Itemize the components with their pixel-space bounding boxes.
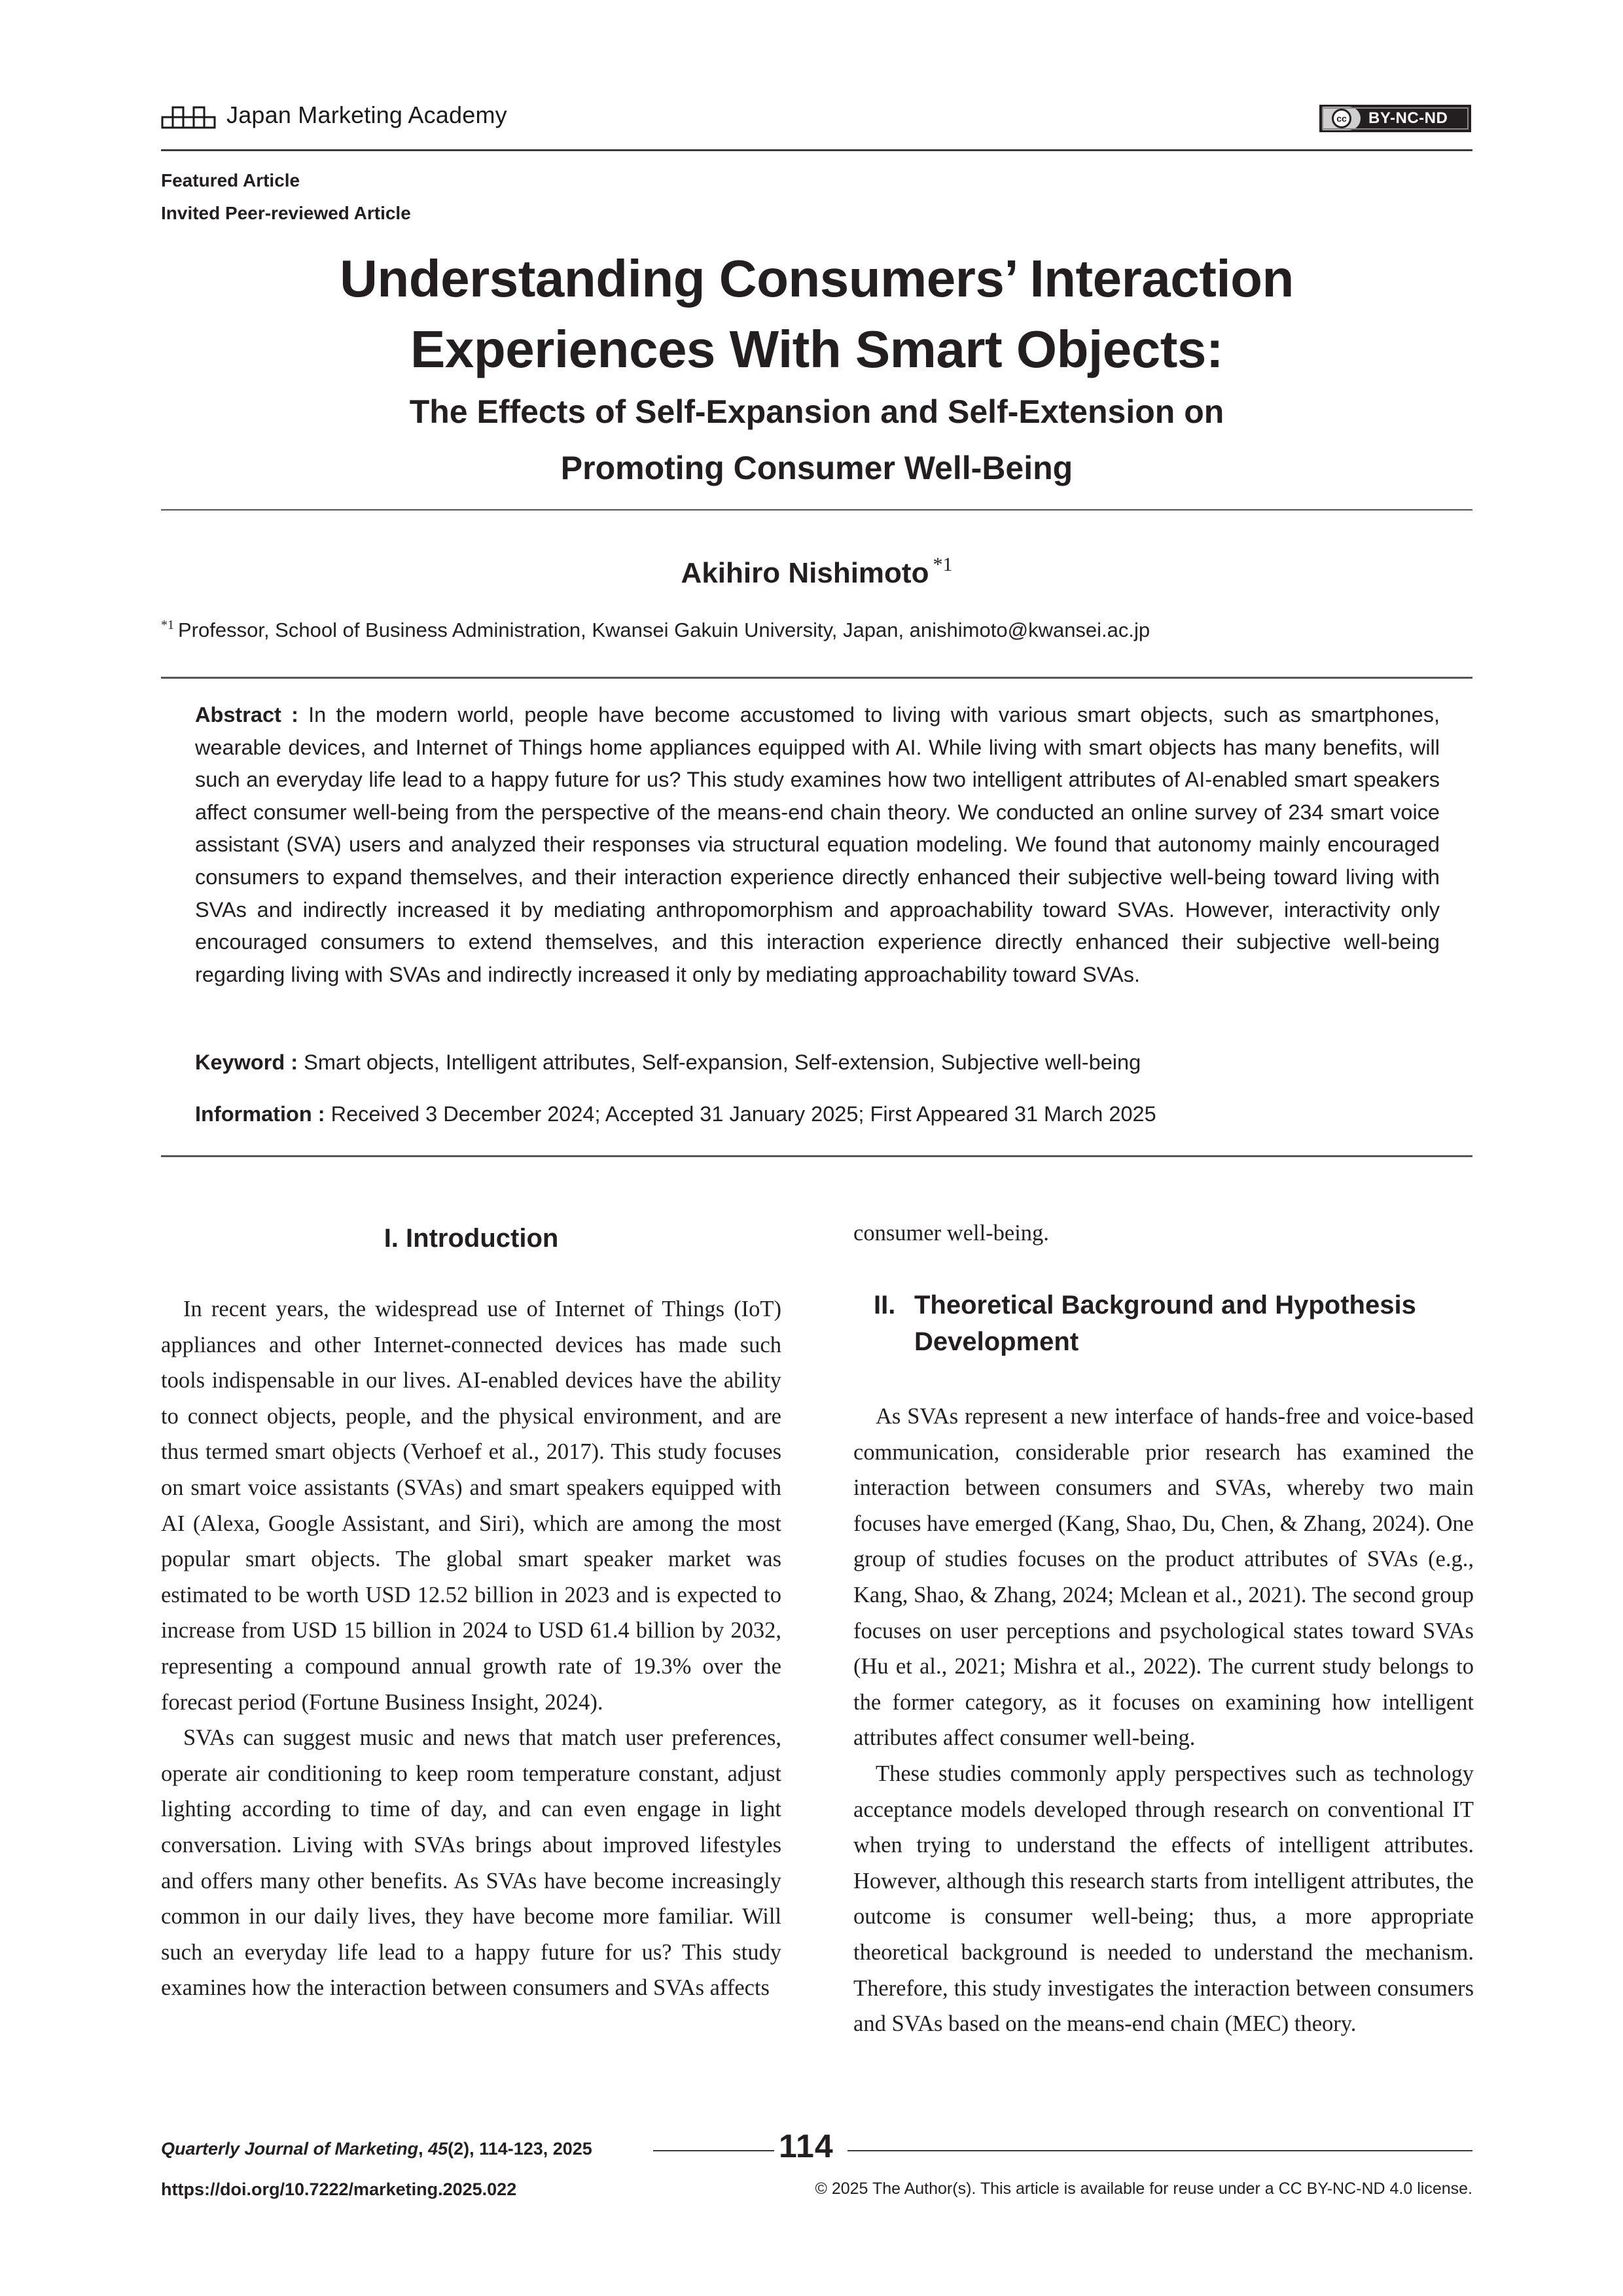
abstract-text: In the modern world, people have become accustomed to living with various smart objects, such as smartphones, wearable devices, and Internet of Things home appliances equipped with AI. While living with smart objects has many benefits, will such an everyday life lead to a happy future for us? This study examines how two intelligent attributes of AI-enabled smart speakers affect consumer well-being from the perspective of the means-end chain theory. We conducted an online survey of 234 smart voice assistant (SVA) users and analyzed their responses via structural equation modeling. We found that autonomy mainly encouraged consumers to expand themselves, and their interaction experience directly enhanced their subjective well-being toward living with SVAs and indirectly increased it by mediating anthropomorphism and approachability toward SVAs. However, interactivity only encouraged consumers to extend themselves, and this interaction experience directly enhanced their subjective well-being regarding living with SVAs and indirectly increased it only by mediating approachability toward SVAs. [195,703,1440,986]
creative-commons-icon: cc [1323,107,1361,130]
keyword-label: Keyword : [195,1050,298,1074]
section-heading-line1: Theoretical Background and Hypothesis [914,1291,1416,1319]
article-title-line1: Understanding Consumers’ Interaction [340,249,1294,308]
author-line [161,554,1472,590]
page-number: 114 [779,2128,834,2164]
article-subtitle-line2: Promoting Consumer Well-Being [560,450,1073,486]
footer-rule-left [653,2150,774,2151]
keyword-line [195,1050,1141,1075]
author-divider [161,677,1472,679]
author-affiliation [161,618,1150,642]
section-heading-introduction: I. Introduction [383,1224,559,1253]
header-divider [161,149,1472,151]
article-type-review: Invited Peer-reviewed Article [161,203,411,223]
author-marker: *1 [933,554,953,575]
intro-paragraph-1: In recent years, the widespread use of Internet of Things (IoT) appliances and other Internet-connected devices has made such tools indispensable in our lives. AI-enabled devices have the ability to connect objects, people, and the physical environment, and are thus termed smart objects (Verhoef et al., 2017). This study focuses on smart voice assistants (SVAs) and smart speakers equipped with AI (Alexa, Google Assistant, and Siri), which are among the most popular smart objects. The global smart speaker market was estimated to be worth USD 12.52 billion in 2023 and is expected to increase from USD 15 billion in 2024 to USD 61.4 billion by 2032, representing a compound annual growth rate of 19.3% over the forecast period (Fortune Business Insight, 2024). [161,1297,781,1715]
title-divider [161,509,1472,511]
information-text: Received 3 December 2024; Accepted 31 January 2025; First Appeared 31 March 2025 [330,1102,1156,1126]
cc-license-badge[interactable] [1319,105,1471,132]
journal-volume: 45 [428,2139,448,2159]
information-line [195,1102,1156,1126]
license-notice: © 2025 The Author(s). This article is available for reuse under a CC BY-NC-ND 4.0 license. [815,2179,1472,2198]
section-heading-theory [874,1287,1463,1360]
article-title-line2: Experiences With Smart Objects: [410,320,1223,378]
journal-citation: Quarterly Journal of Marketing, 45(2), 114-123, 2025 [161,2139,592,2159]
intro-continuation: consumer well-being. [853,1221,1049,1246]
abstract-divider [161,1155,1472,1157]
right-column-continuation [853,1215,1474,1251]
left-column [161,1291,781,2006]
doi-link[interactable]: https://doi.org/10.7222/marketing.2025.022 [161,2179,517,2199]
journal-issue-pages: (2), 114-123, 2025 [448,2139,592,2159]
information-label: Information : [195,1102,325,1126]
org-name: Japan Marketing Academy [226,101,507,128]
theory-paragraph-2: These studies commonly apply perspectives such as technology acceptance models developed through research on conventional IT when trying to understand the effects of intelligent attributes. However, although this research starts from intelligent attributes, the outcome is consumer well-being; thus, a more appropriate theoretical background is needed to understand the mechanism. Therefore, this study investigates the interaction between consumers and SVAs based on the means-end chain (MEC) theory. [853,1761,1474,2037]
author-name: Akihiro Nishimoto [681,557,929,589]
keyword-text: Smart objects, Intelligent attributes, Self-expansion, Self-extension, Subjective well-being [304,1050,1141,1074]
affiliation-text: Professor, School of Business Administration, Kwansei Gakuin University, Japan, anishimoto@kwansei.ac.jp [178,619,1150,641]
affiliation-marker: *1 [161,618,174,632]
journal-name: Quarterly Journal of Marketing [161,2139,419,2159]
section-heading-line2: Development [914,1327,1079,1356]
abstract-label: Abstract : [195,703,298,726]
right-column [853,1399,1474,2042]
footer-rule-right [847,2150,1472,2151]
theory-paragraph-1: As SVAs represent a new interface of hands-free and voice-based communication, considerable prior research has examined the interaction between consumers and SVAs, whereby two main focuses have emerged (Kang, Shao, Du, Chen, & Zhang, 2024). One group of studies focuses on the product attributes of SVAs (e.g., Kang, Shao, & Zhang, 2024; Mclean et al., 2021). The second group focuses on user perceptions and psychological states toward SVAs (Hu et al., 2021; Mishra et al., 2022). The current study belongs to the former category, as it focuses on examining how intelligent attributes affect consumer well-being. [853,1404,1474,1751]
section-number: II. [874,1291,896,1319]
article-subtitle-line1: The Effects of Self-Expansion and Self-Extension on [409,393,1224,430]
intro-paragraph-2: SVAs can suggest music and news that match user preferences, operate air conditioning to keep room temperature constant, adjust lighting according to time of day, and can even engage in light conversation. Living with SVAs brings about improved lifestyles and offers many other benefits. As SVAs have become increasingly common in our daily lives, they have become more familiar. Will such an everyday life lead to a happy future for us? This study examines how the interaction between consumers and SVAs affects [161,1725,781,2001]
article-type-featured: Featured Article [161,170,300,190]
abstract-block [195,699,1440,991]
license-badge-label: BY-NC-ND [1368,109,1448,127]
